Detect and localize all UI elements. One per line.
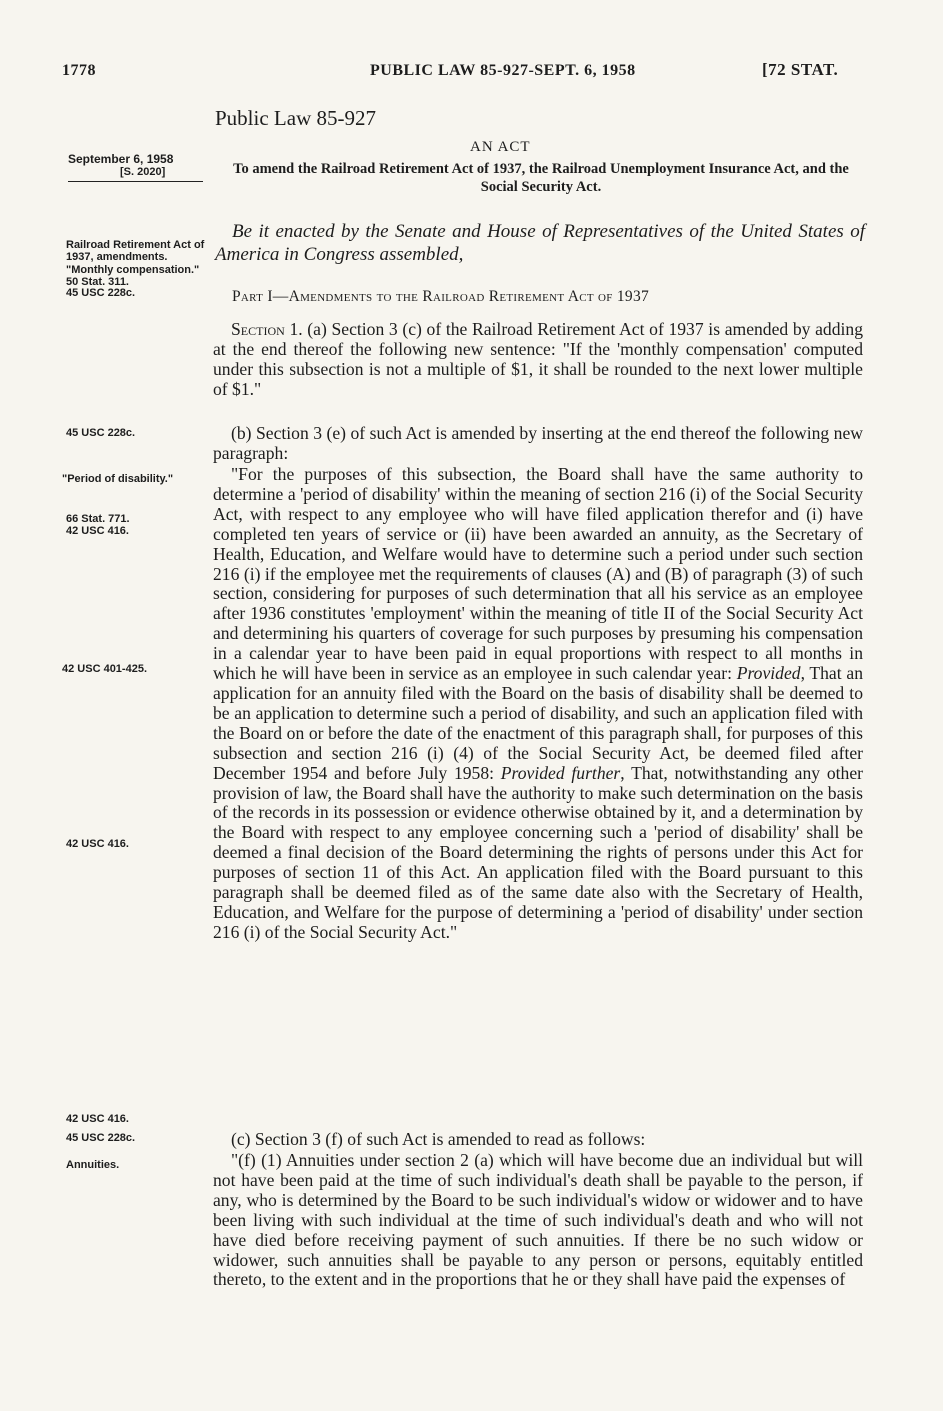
quote-text: "For the purposes of this subsection, the Board shall have the same authority to determine a 'period of disability' within the meaning of section 216 (i) of the Social Security Act, with respect to any employee who will have filed application therefor and (i) have completed ten years of service or (ii) have been awarded an annuity, as the Secretary of Health, Education, and Welfare would have to determine such a period under such section 216 (i) if the employee met the requirements of clauses (A) and (B) of paragraph (3) of such section, considering for purposes of such determination that all his service as an employee after 1936 constitutes 'employment' within the meaning of title II of the Social Security Act and determining his quarters of coverage for such purposes by presuming his compensation in a calendar year to have been paid in equal proportions with respect to all months in which he will have been in service as an employee in such calendar year: bbox=[213, 464, 863, 684]
bill-number: [S. 2020] bbox=[120, 166, 166, 178]
public-law-title: Public Law 85-927 bbox=[215, 106, 376, 130]
page-number: 1778 bbox=[62, 62, 96, 79]
margin-note-annuities: Annuities. bbox=[66, 1159, 120, 1171]
divider-rule bbox=[68, 181, 203, 182]
margin-note-citation: 45 USC 228c. bbox=[66, 427, 136, 439]
margin-note-text: 50 Stat. 311. bbox=[66, 275, 129, 288]
margin-note-citation bbox=[66, 514, 130, 537]
margin-note-citation: 42 USC 416. bbox=[66, 1113, 129, 1125]
statute-volume: [72 STAT. bbox=[762, 60, 839, 79]
margin-note-text: 42 USC 416. bbox=[66, 524, 129, 537]
margin-note-citation: 45 USC 228c. bbox=[66, 1132, 136, 1144]
paragraph-c: (c) Section 3 (f) of such Act is amended to read as follows: bbox=[231, 1129, 646, 1149]
paragraph-f: "(f) (1) Annuities under section 2 (a) which will have become due an individual but will not have been paid at the time of such individual's death shall be payable to the person, if any, who is determined by the Board to be such individual's widow or widower and to have been living with such individual at the time of such individual's death and who will not have died before receiving payment of such annuities. If there be no such widow or widower, such annuities shall be payable to any person or persons, equitably entitled thereto, to the extent and in the proportions that he or they shall have paid the expenses of bbox=[213, 1150, 863, 1290]
margin-note-text: 66 Stat. 771. bbox=[66, 513, 130, 525]
margin-note-text: "Monthly compensation." bbox=[66, 264, 200, 276]
margin-note-amendments bbox=[66, 240, 206, 300]
margin-note-text: Railroad Retirement Act of 1937, amendments. bbox=[66, 239, 205, 263]
provided-further-term: Provided further bbox=[500, 762, 621, 783]
section-label: Section bbox=[231, 319, 285, 339]
margin-note-citation: 42 USC 416. bbox=[66, 838, 129, 850]
quoted-paragraph bbox=[213, 465, 863, 943]
margin-note-text: 45 USC 228c. bbox=[66, 287, 136, 299]
running-head: PUBLIC LAW 85-927-SEPT. 6, 1958 bbox=[370, 62, 636, 79]
enactment-date: September 6, 1958 bbox=[68, 152, 174, 166]
quote-text: , That, notwithstanding any other provision of law, the Board shall have the authority to make such determination on the basis of the records in its possession or evidence otherwise obtained by it, and a determination by the Board with respect to any employee concerning such a 'period of disability' shall be deemed a final decision of the Board determining the rights of persons under this Act for purposes of section 11 of this Act. An application filed with the Board pursuant to this paragraph shall be deemed filed as of the same date also with the Secretary of Health, Education, and Welfare for the purpose of determining a 'period of disability' under section 216 (i) of the Social Security Act." bbox=[213, 762, 863, 942]
an-act-heading: AN ACT bbox=[470, 139, 531, 155]
provided-term: Provided bbox=[736, 663, 801, 684]
section-1-paragraph-a bbox=[213, 320, 863, 400]
part-heading: Part I—Amendments to the Railroad Retirement Act of 1937 bbox=[232, 288, 650, 305]
quote-text: , That an application for an annuity filed with the Board on the basis of disability shall be deemed to be an application to determine such a period of disability, and such an application filed with the Board on or before the date of the enactment of this paragraph shall, for purposes of this subsection and section 216 (i) (4) of the Social Security Act, be deemed filed after December 1954 and before July 1958: bbox=[213, 663, 863, 783]
long-title: To amend the Railroad Retirement Act of 1937, the Railroad Unemployment Insurance Act, and the Social Security Act. bbox=[233, 161, 849, 195]
enacting-clause: Be it enacted by the Senate and House of Representatives of the United States of America in Congress assembled, bbox=[215, 221, 865, 265]
margin-note-period-of-disability: "Period of disability." bbox=[62, 473, 174, 485]
section-text: 1. (a) Section 3 (c) of the Railroad Retirement Act of 1937 is amended by adding at the end thereof the following new sentence: "If the 'monthly compensation' computed under this subsection is not a multiple of $1, it shall be rounded to the next lower multiple of $1." bbox=[213, 319, 863, 399]
paragraph-b: (b) Section 3 (e) of such Act is amended by inserting at the end thereof the following new paragraph: bbox=[213, 423, 863, 463]
margin-note-citation: 42 USC 401-425. bbox=[62, 663, 147, 675]
